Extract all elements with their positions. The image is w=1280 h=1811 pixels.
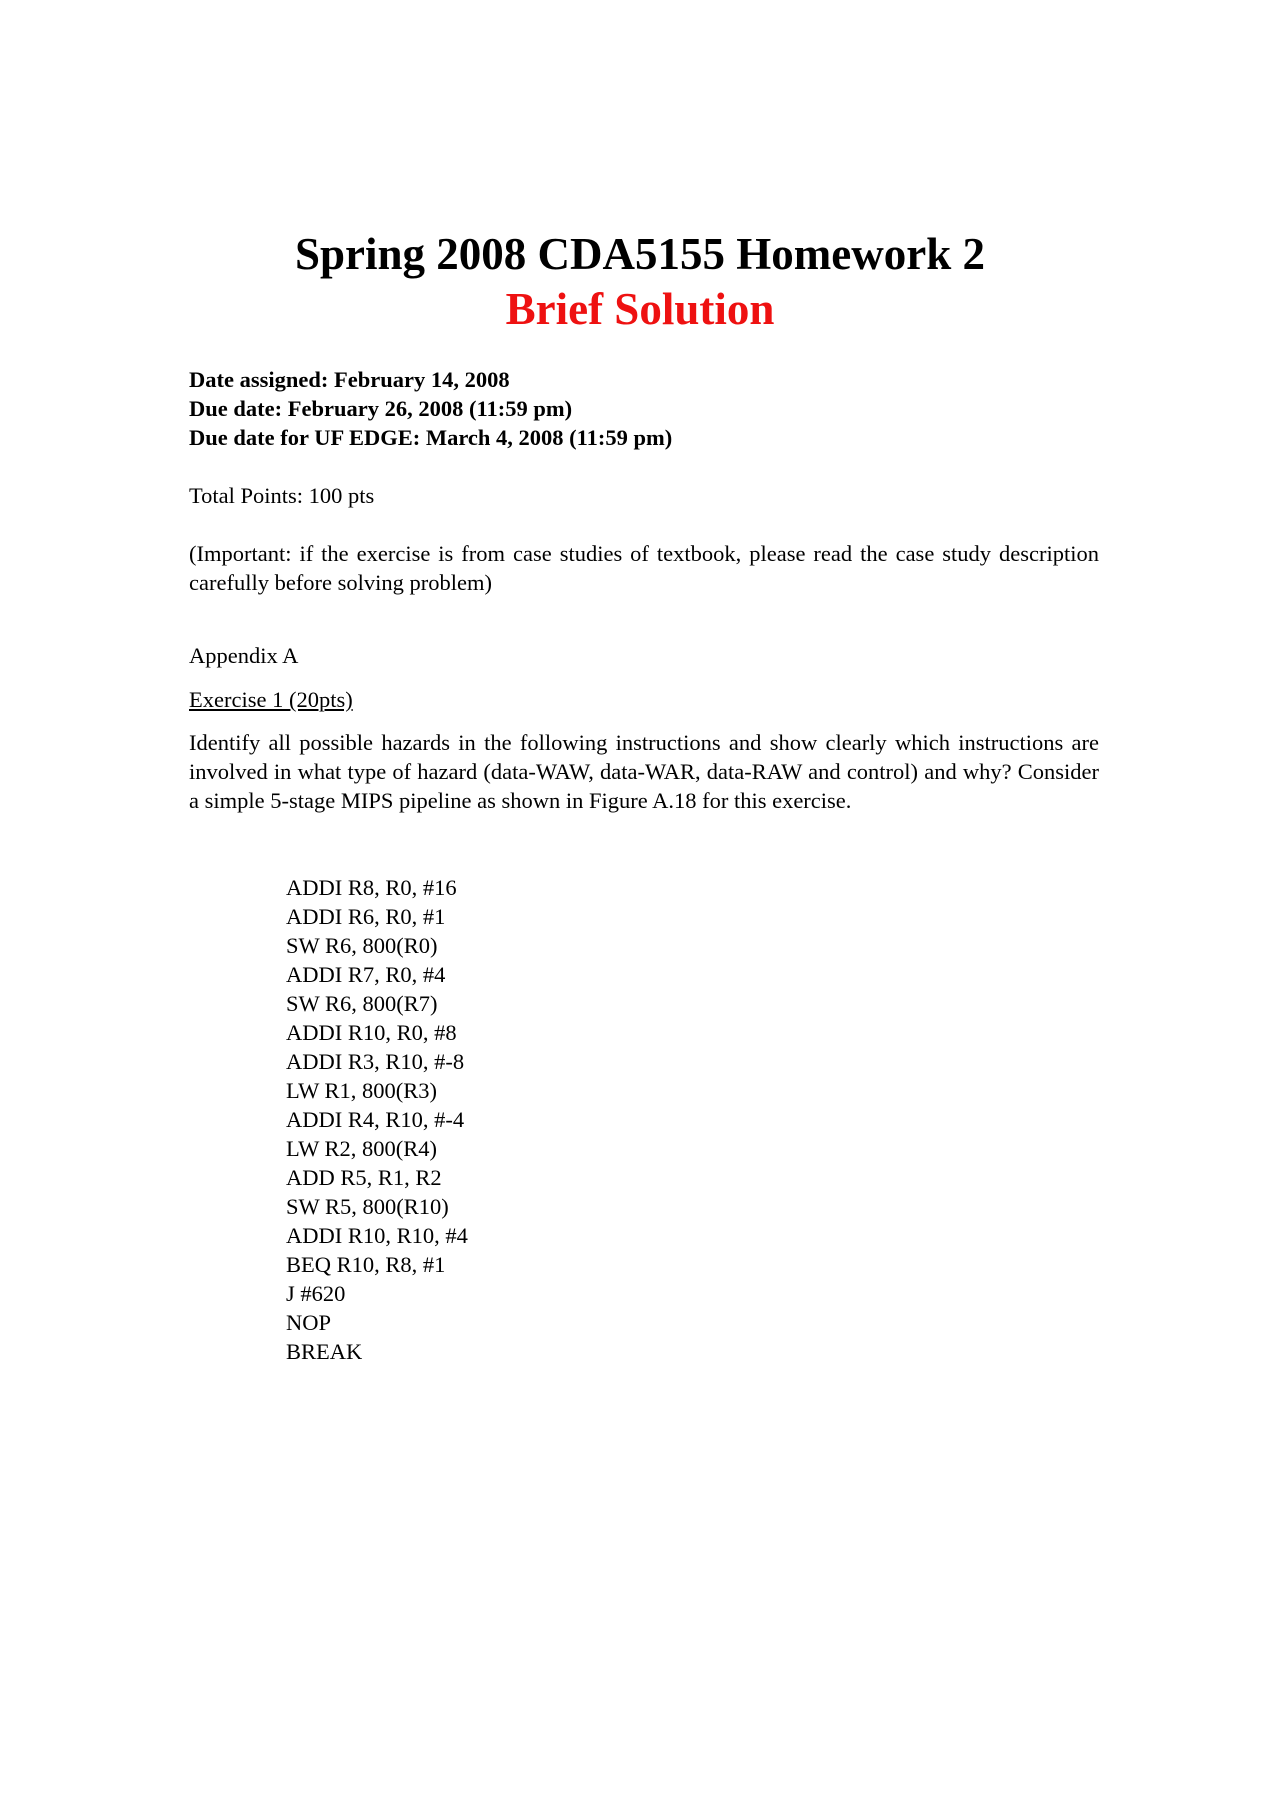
due-date: Due date: February 26, 2008 (11:59 pm) xyxy=(189,396,573,421)
important-note: (Important: if the exercise is from case studies of textbook, please read the case study description carefully before solving problem) xyxy=(189,541,1099,595)
due-date-uf-edge: Due date for UF EDGE: March 4, 2008 (11:59 pm) xyxy=(189,425,673,450)
instruction-line: BEQ R10, R8, #1 xyxy=(286,1252,446,1277)
instruction-line: NOP xyxy=(286,1310,332,1335)
instruction-line: LW R1, 800(R3) xyxy=(286,1078,438,1103)
instruction-line: SW R6, 800(R0) xyxy=(286,933,438,958)
instruction-line: ADDI R10, R10, #4 xyxy=(286,1223,468,1248)
total-points: Total Points: 100 pts xyxy=(189,483,375,508)
dates-block xyxy=(189,365,1099,452)
instruction-line: ADDI R6, R0, #1 xyxy=(286,904,446,929)
page-title: Spring 2008 CDA5155 Homework 2 xyxy=(294,229,985,279)
date-assigned: Date assigned: February 14, 2008 xyxy=(189,367,510,392)
exercise-description: Identify all possible hazards in the following instructions and show clearly which instructions are involved in what type of hazard (data-WAW, data-WAR, data-RAW and control) and why? Consider a simple 5-stage MIPS pipeline as shown in Figure A.18 for this exercise. xyxy=(189,730,1099,813)
instruction-line: SW R6, 800(R7) xyxy=(286,991,438,1016)
instruction-list xyxy=(286,873,686,1366)
instruction-line: BREAK xyxy=(286,1339,363,1364)
page-subtitle: Brief Solution xyxy=(505,284,775,334)
instruction-line: ADDI R7, R0, #4 xyxy=(286,962,446,987)
exercise-title: Exercise 1 (20pts) xyxy=(189,687,353,712)
instruction-line: ADDI R4, R10, #-4 xyxy=(286,1107,465,1132)
appendix-heading: Appendix A xyxy=(189,643,299,668)
instruction-line: J #620 xyxy=(286,1281,346,1306)
instruction-line: ADDI R10, R0, #8 xyxy=(286,1020,457,1045)
instruction-line: LW R2, 800(R4) xyxy=(286,1136,438,1161)
instruction-line: SW R5, 800(R10) xyxy=(286,1194,449,1219)
instruction-line: ADDI R8, R0, #16 xyxy=(286,875,457,900)
instruction-line: ADDI R3, R10, #-8 xyxy=(286,1049,465,1074)
instruction-line: ADD R5, R1, R2 xyxy=(286,1165,442,1190)
